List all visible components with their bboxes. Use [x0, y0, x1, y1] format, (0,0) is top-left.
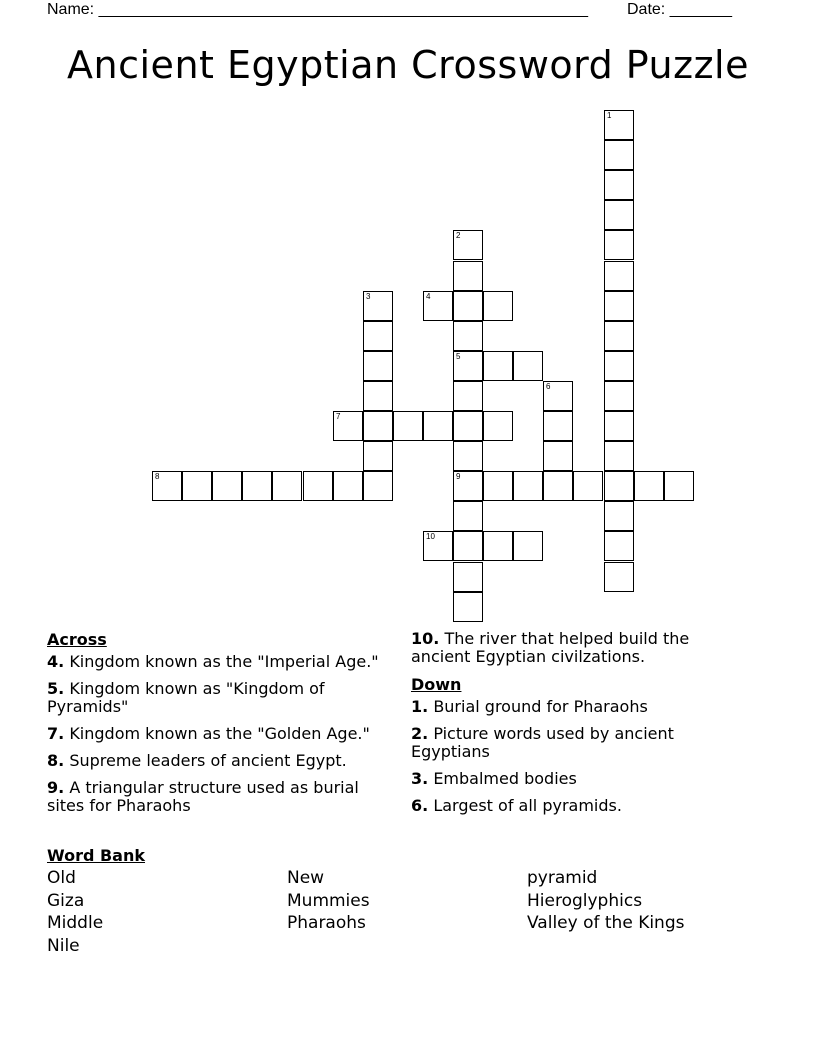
clue-number-label: 3 — [366, 292, 371, 301]
grid-cell — [604, 531, 634, 561]
grid-cell — [272, 471, 302, 501]
grid-cell — [604, 351, 634, 381]
clue-number: 10 — [411, 629, 434, 648]
grid-cell — [363, 411, 393, 441]
grid-cell — [513, 471, 543, 501]
grid-cell — [543, 471, 573, 501]
clue-text: Largest of all pyramids. — [433, 796, 622, 815]
word-bank-item: Giza — [47, 890, 85, 911]
clue-number: 9 — [47, 778, 59, 797]
grid-cell — [423, 411, 453, 441]
across-clue-8: 8. Supreme leaders of ancient Egypt. — [47, 751, 347, 770]
page-title: Ancient Egyptian Crossword Puzzle — [67, 43, 749, 87]
clue-number: 1 — [411, 697, 423, 716]
word-bank-item: Valley of the Kings — [527, 913, 685, 933]
grid-cell — [363, 291, 393, 321]
grid-cell — [453, 531, 483, 561]
grid-cell — [212, 471, 242, 501]
grid-cell — [543, 441, 573, 471]
grid-cell — [543, 381, 573, 411]
clue-text: Embalmed bodies — [433, 769, 577, 788]
clue-text: Kingdom known as the "Imperial Age." — [69, 652, 379, 671]
clue-number-label: 1 — [607, 111, 612, 120]
clue-text: Burial ground for Pharaohs — [433, 697, 648, 716]
grid-cell — [453, 261, 483, 291]
grid-cell — [453, 291, 483, 321]
grid-cell — [242, 471, 272, 501]
grid-cell — [604, 321, 634, 351]
word-bank-list — [47, 867, 747, 957]
grid-cell — [483, 291, 513, 321]
grid-cell — [453, 441, 483, 471]
grid-cell — [604, 441, 634, 471]
grid-cell — [604, 381, 634, 411]
grid-cell — [604, 411, 634, 441]
grid-cell — [393, 411, 423, 441]
grid-cell — [604, 170, 634, 200]
clue-number-label: 9 — [456, 472, 461, 481]
grid-cell — [303, 471, 333, 501]
grid-cell — [604, 261, 634, 291]
word-bank-item: pyramid — [527, 868, 598, 888]
clues-right-column — [411, 630, 741, 824]
clue-text: Kingdom known as the "Golden Age." — [69, 724, 370, 743]
grid-cell — [182, 471, 212, 501]
down-heading: Down — [411, 675, 462, 694]
down-clue-1: 1. Burial ground for Pharaohs — [411, 697, 648, 716]
grid-cell — [573, 471, 603, 501]
down-clue-3: 3. Embalmed bodies — [411, 769, 577, 788]
grid-cell — [604, 200, 634, 230]
grid-cell — [483, 351, 513, 381]
across-clue-4: 4. Kingdom known as the "Imperial Age." — [47, 652, 379, 671]
clue-number: 6 — [411, 796, 423, 815]
word-bank-heading: Word Bank — [47, 846, 146, 865]
clue-number-label: 7 — [336, 412, 341, 421]
clue-number: 2 — [411, 724, 423, 743]
grid-cell — [543, 411, 573, 441]
across-clue-10: 10. The river that helped build the ancient Egyptian civilzations. — [411, 629, 690, 666]
grid-cell — [513, 351, 543, 381]
word-bank-item: Hieroglyphics — [527, 890, 643, 911]
grid-cell — [604, 291, 634, 321]
word-bank-item: Mummies — [287, 890, 370, 911]
clue-number: 8 — [47, 751, 59, 770]
word-bank-item: New — [287, 868, 325, 888]
grid-cell — [333, 411, 363, 441]
clue-number: 5 — [47, 679, 59, 698]
grid-cell — [634, 471, 664, 501]
clue-text: Supreme leaders of ancient Egypt. — [69, 751, 347, 770]
grid-cell — [453, 321, 483, 351]
clue-number: 3 — [411, 769, 423, 788]
clue-number-label: 10 — [426, 532, 435, 541]
grid-cell — [363, 381, 393, 411]
grid-cell — [664, 471, 694, 501]
clue-number: 4 — [47, 652, 59, 671]
clue-number-label: 5 — [456, 352, 461, 361]
grid-cell — [453, 592, 483, 622]
clue-text: Kingdom known as "Kingdom of Pyramids" — [47, 679, 325, 716]
across-heading: Across — [47, 630, 107, 649]
grid-cell — [423, 291, 453, 321]
grid-cell — [483, 411, 513, 441]
clue-text: Picture words used by ancient Egyptians — [411, 724, 674, 761]
word-bank-item: Old — [47, 868, 76, 888]
grid-cell — [604, 501, 634, 531]
grid-cell — [152, 471, 182, 501]
across-clue-9: 9. A triangular structure used as burial sites for Pharaohs — [47, 778, 359, 815]
word-bank-item: Pharaohs — [287, 913, 366, 933]
grid-cell — [363, 351, 393, 381]
clue-number-label: 6 — [546, 382, 551, 391]
clue-number-label: 8 — [155, 472, 160, 481]
grid-cell — [453, 562, 483, 592]
grid-cell — [453, 501, 483, 531]
down-clue-2: 2. Picture words used by ancient Egyptians — [411, 724, 674, 761]
grid-cell — [604, 562, 634, 592]
grid-cell — [453, 471, 483, 501]
clue-text: The river that helped build the ancient Egyptian civilzations. — [411, 629, 690, 666]
grid-cell — [453, 381, 483, 411]
grid-cell — [363, 441, 393, 471]
grid-cell — [453, 411, 483, 441]
name-line: Name: _______________________________________________________ — [47, 1, 588, 18]
grid-cell — [604, 140, 634, 170]
grid-cell — [453, 351, 483, 381]
grid-cell — [363, 471, 393, 501]
word-bank-item: Middle — [47, 913, 104, 933]
grid-cell — [483, 471, 513, 501]
word-bank — [47, 845, 747, 957]
grid-cell — [363, 321, 393, 351]
across-clue-5: 5. Kingdom known as "Kingdom of Pyramids" — [47, 679, 325, 716]
across-clue-7: 7. Kingdom known as the "Golden Age." — [47, 724, 370, 743]
grid-cell — [513, 531, 543, 561]
clue-number-label: 2 — [456, 231, 461, 240]
grid-cell — [483, 531, 513, 561]
grid-cell — [604, 471, 634, 501]
grid-cell — [604, 230, 634, 260]
grid-cell — [453, 230, 483, 260]
word-bank-item: Nile — [47, 935, 80, 956]
grid-cell — [333, 471, 363, 501]
date-line: Date: _______ — [627, 1, 732, 18]
grid-cell — [423, 531, 453, 561]
clue-text: A triangular structure used as burial sites for Pharaohs — [47, 778, 359, 815]
clues-left-column — [47, 630, 397, 824]
clue-number-label: 4 — [426, 292, 431, 301]
grid-cell — [604, 110, 634, 140]
down-clue-6: 6. Largest of all pyramids. — [411, 796, 622, 815]
clue-number: 7 — [47, 724, 59, 743]
